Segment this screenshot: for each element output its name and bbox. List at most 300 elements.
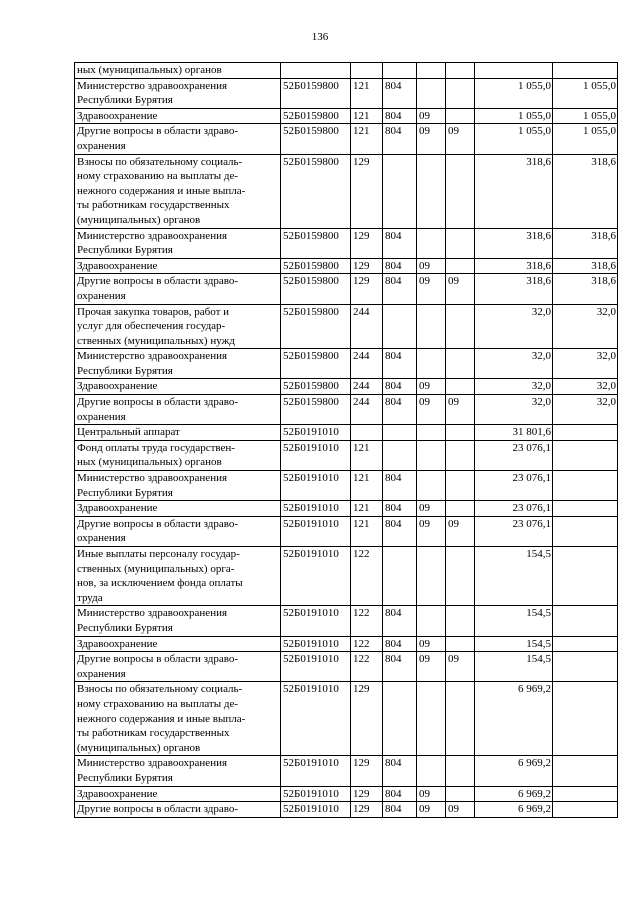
cell-section-text: 09: [419, 380, 430, 393]
cell-target-code: [281, 471, 351, 501]
cell-department-code: [383, 395, 417, 425]
cell-target-code: [281, 682, 351, 756]
cell-subsection: [446, 425, 475, 441]
cell-amount-1-text: 318,6: [526, 275, 551, 288]
cell-amount-2-text: 318,6: [591, 275, 616, 288]
cell-department-code: [383, 471, 417, 501]
cell-expense-type-text: 244: [353, 396, 370, 409]
budget-table: [74, 62, 618, 818]
cell-subsection-text: 09: [448, 517, 459, 530]
table-row: [75, 501, 618, 517]
cell-amount-2-text: 32,0: [596, 396, 616, 409]
cell-department-code-text: 804: [385, 517, 402, 530]
cell-target-code-text: 52Б0191010: [283, 637, 339, 650]
cell-amount-1-text: 154,5: [526, 653, 551, 666]
cell-name: [75, 606, 281, 636]
cell-amount-1-text: 154,5: [526, 637, 551, 650]
cell-section: [417, 124, 446, 154]
cell-department-code-text: 804: [385, 396, 402, 409]
cell-section: [417, 471, 446, 501]
cell-subsection: [446, 516, 475, 546]
cell-department-code: [383, 124, 417, 154]
cell-name-text: Другие вопросы в области здраво-: [77, 803, 239, 816]
cell-name: [75, 501, 281, 517]
cell-name-text: Фонд оплаты труда государствен- ных (муниципальных) органов: [77, 441, 235, 469]
cell-name: [75, 425, 281, 441]
cell-target-code-text: 52Б0191010: [283, 787, 339, 800]
cell-department-code-text: 804: [385, 472, 402, 485]
cell-expense-type: [351, 516, 383, 546]
cell-section-text: 09: [419, 109, 430, 122]
cell-section: [417, 349, 446, 379]
cell-amount-2-text: 32,0: [596, 350, 616, 363]
cell-expense-type: [351, 786, 383, 802]
cell-target-code-text: 52Б0191010: [283, 607, 339, 620]
cell-amount-1: [475, 379, 553, 395]
cell-amount-1: [475, 63, 553, 79]
cell-name-text: Другие вопросы в области здраво- охранения: [77, 517, 239, 545]
cell-name-text: Другие вопросы в области здраво- охранения: [77, 653, 239, 680]
cell-name-text: Другие вопросы в области здраво- охранения: [77, 275, 239, 302]
cell-target-code: [281, 652, 351, 682]
cell-amount-2-text: 1 055,0: [583, 79, 616, 92]
cell-expense-type-text: 121: [353, 472, 370, 485]
cell-subsection: [446, 802, 475, 818]
cell-expense-type: [351, 501, 383, 517]
table-row: [75, 395, 618, 425]
cell-amount-1-text: 154,5: [526, 548, 551, 560]
cell-subsection: [446, 108, 475, 124]
cell-expense-type-text: 129: [353, 229, 370, 242]
cell-amount-1-text: 23 076,1: [512, 441, 551, 454]
cell-expense-type-text: 129: [353, 275, 370, 288]
cell-amount-2: [553, 516, 618, 546]
table-row: [75, 786, 618, 802]
cell-subsection-text: 09: [448, 125, 459, 138]
cell-amount-2: [553, 63, 618, 79]
cell-section: [417, 258, 446, 274]
cell-target-code: [281, 228, 351, 258]
cell-target-code: [281, 547, 351, 606]
cell-subsection: [446, 304, 475, 349]
cell-subsection: [446, 154, 475, 228]
cell-section-text: 09: [419, 259, 430, 272]
cell-name: [75, 756, 281, 786]
cell-amount-1-text: 318,6: [526, 155, 551, 168]
table-row: [75, 349, 618, 379]
cell-name: [75, 108, 281, 124]
table-row: [75, 154, 618, 228]
cell-expense-type-text: 129: [353, 683, 370, 696]
cell-department-code: [383, 756, 417, 786]
cell-section: [417, 395, 446, 425]
cell-name-text: ных (муниципальных) органов: [77, 64, 222, 76]
cell-target-code: [281, 78, 351, 108]
cell-subsection: [446, 547, 475, 606]
cell-department-code: [383, 802, 417, 818]
cell-section: [417, 501, 446, 517]
cell-department-code-text: 804: [385, 653, 402, 666]
cell-department-code: [383, 63, 417, 79]
cell-name-text: Здравоохранение: [77, 637, 158, 650]
cell-amount-1-text: 32,0: [531, 305, 551, 318]
cell-department-code: [383, 154, 417, 228]
cell-target-code-text: 52Б0191010: [283, 472, 339, 485]
cell-amount-1-text: 154,5: [526, 607, 551, 620]
cell-amount-2: [553, 425, 618, 441]
cell-amount-2-text: 318,6: [591, 229, 616, 242]
cell-department-code: [383, 501, 417, 517]
cell-section-text: 09: [419, 275, 430, 288]
cell-expense-type: [351, 379, 383, 395]
cell-expense-type: [351, 78, 383, 108]
cell-amount-2: [553, 682, 618, 756]
cell-section-text: 09: [419, 787, 430, 800]
cell-target-code: [281, 516, 351, 546]
cell-section-text: 09: [419, 396, 430, 409]
cell-expense-type: [351, 395, 383, 425]
cell-amount-1: [475, 108, 553, 124]
cell-expense-type: [351, 349, 383, 379]
cell-amount-2-text: 32,0: [596, 380, 616, 393]
cell-department-code: [383, 258, 417, 274]
cell-subsection: [446, 756, 475, 786]
cell-department-code-text: 804: [385, 637, 402, 650]
cell-target-code-text: 52Б0159800: [283, 305, 339, 318]
cell-expense-type-text: 121: [353, 517, 370, 530]
cell-amount-1: [475, 78, 553, 108]
cell-section: [417, 682, 446, 756]
cell-department-code: [383, 516, 417, 546]
cell-subsection: [446, 652, 475, 682]
cell-section: [417, 516, 446, 546]
cell-section: [417, 440, 446, 470]
cell-section: [417, 606, 446, 636]
cell-section: [417, 228, 446, 258]
cell-department-code-text: 804: [385, 607, 402, 620]
cell-amount-2: [553, 258, 618, 274]
cell-expense-type: [351, 547, 383, 606]
cell-target-code: [281, 349, 351, 379]
cell-name: [75, 63, 281, 79]
cell-department-code: [383, 682, 417, 756]
cell-expense-type: [351, 606, 383, 636]
cell-department-code: [383, 349, 417, 379]
cell-amount-1: [475, 274, 553, 304]
table-row: [75, 682, 618, 756]
cell-expense-type: [351, 154, 383, 228]
cell-department-code: [383, 440, 417, 470]
cell-amount-2: [553, 124, 618, 154]
cell-expense-type: [351, 63, 383, 79]
cell-target-code: [281, 379, 351, 395]
cell-expense-type-text: 129: [353, 259, 370, 272]
cell-name-text: Министерство здравоохранения Республики Бурятия: [77, 757, 228, 784]
cell-name: [75, 516, 281, 546]
cell-amount-1-text: 318,6: [526, 259, 551, 272]
table-row: [75, 802, 618, 818]
cell-name-text: Здравоохранение: [77, 109, 158, 122]
cell-expense-type-text: 122: [353, 607, 370, 620]
cell-target-code: [281, 258, 351, 274]
cell-amount-2: [553, 606, 618, 636]
cell-name-text: Министерство здравоохранения Республики Бурятия: [77, 229, 228, 257]
cell-expense-type: [351, 652, 383, 682]
cell-name-text: Здравоохранение: [77, 787, 158, 800]
cell-amount-1: [475, 440, 553, 470]
cell-department-code: [383, 228, 417, 258]
cell-expense-type: [351, 636, 383, 652]
cell-name-text: Прочая закупка товаров, работ и услуг для обеспечения государ- ственных (муниципальных) нужд: [77, 305, 235, 347]
table-row: [75, 258, 618, 274]
cell-name-text: Центральный аппарат: [77, 426, 180, 439]
cell-name: [75, 652, 281, 682]
cell-name: [75, 274, 281, 304]
cell-section-text: 09: [419, 803, 430, 816]
table-row: [75, 124, 618, 154]
cell-section: [417, 108, 446, 124]
cell-expense-type: [351, 440, 383, 470]
cell-section: [417, 786, 446, 802]
table-row: [75, 606, 618, 636]
cell-expense-type-text: 121: [353, 441, 370, 454]
cell-target-code-text: 52Б0159800: [283, 259, 339, 272]
cell-name: [75, 547, 281, 606]
cell-amount-2: [553, 379, 618, 395]
cell-amount-1: [475, 258, 553, 274]
cell-subsection: [446, 395, 475, 425]
cell-name-text: Взносы по обязательному социаль- ному страхованию на выплаты де- нежного содержания и иные выпла- ты работникам государственных (муниципальных) органов: [77, 683, 246, 754]
cell-target-code-text: 52Б0159800: [283, 350, 339, 363]
cell-section: [417, 78, 446, 108]
cell-amount-2: [553, 78, 618, 108]
cell-amount-1-text: 6 969,2: [518, 787, 551, 800]
cell-target-code: [281, 274, 351, 304]
cell-department-code: [383, 425, 417, 441]
cell-target-code-text: 52Б0159800: [283, 155, 339, 168]
cell-amount-2-text: 318,6: [591, 259, 616, 272]
cell-section-text: 09: [419, 653, 430, 666]
table-row: [75, 379, 618, 395]
table-row: [75, 108, 618, 124]
cell-subsection: [446, 606, 475, 636]
cell-target-code: [281, 756, 351, 786]
cell-subsection-text: 09: [448, 396, 459, 409]
cell-expense-type-text: 129: [353, 757, 370, 770]
cell-expense-type: [351, 258, 383, 274]
cell-expense-type: [351, 756, 383, 786]
cell-department-code: [383, 78, 417, 108]
cell-expense-type-text: 129: [353, 155, 370, 168]
cell-target-code-text: 52Б0191010: [283, 757, 339, 770]
cell-department-code-text: 804: [385, 502, 402, 515]
cell-amount-1: [475, 802, 553, 818]
table-row: [75, 471, 618, 501]
cell-subsection: [446, 501, 475, 517]
cell-target-code: [281, 501, 351, 517]
cell-name-text: Министерство здравоохранения Республики Бурятия: [77, 350, 228, 377]
cell-department-code: [383, 786, 417, 802]
cell-amount-1: [475, 682, 553, 756]
cell-amount-2-text: 318,6: [591, 155, 616, 168]
table-row: [75, 425, 618, 441]
cell-department-code-text: 804: [385, 125, 402, 138]
cell-subsection: [446, 471, 475, 501]
cell-section: [417, 154, 446, 228]
cell-department-code: [383, 274, 417, 304]
cell-target-code-text: 52Б0159800: [283, 229, 339, 242]
cell-subsection-text: 09: [448, 275, 459, 288]
cell-amount-1-text: 6 969,2: [518, 803, 551, 816]
cell-amount-1-text: 32,0: [531, 396, 551, 409]
cell-name: [75, 154, 281, 228]
cell-name-text: Здравоохранение: [77, 380, 158, 393]
cell-amount-2: [553, 786, 618, 802]
table-row: [75, 228, 618, 258]
cell-amount-1: [475, 425, 553, 441]
cell-name-text: Взносы по обязательному социаль- ному страхованию на выплаты де- нежного содержания и иные выпла- ты работникам государственных (муниципальных) органов: [77, 155, 246, 226]
cell-amount-1: [475, 349, 553, 379]
cell-name-text: Здравоохранение: [77, 502, 158, 515]
cell-amount-1: [475, 652, 553, 682]
cell-target-code-text: 52Б0191010: [283, 441, 339, 454]
cell-section-text: 09: [419, 517, 430, 530]
cell-name-text: Министерство здравоохранения Республики Бурятия: [77, 607, 228, 634]
cell-amount-1-text: 23 076,1: [512, 502, 551, 515]
table-row: [75, 652, 618, 682]
cell-amount-1-text: 31 801,6: [512, 426, 551, 439]
cell-target-code-text: 52Б0159800: [283, 79, 339, 92]
cell-amount-1: [475, 547, 553, 606]
cell-name: [75, 636, 281, 652]
cell-name-text: Иные выплаты персоналу государ- ственных (муниципальных) орга- нов, за исключением фонда оплаты труда: [77, 548, 243, 604]
budget-table-body: [75, 63, 618, 818]
cell-amount-1: [475, 786, 553, 802]
cell-subsection: [446, 349, 475, 379]
cell-amount-2: [553, 636, 618, 652]
cell-target-code-text: 52Б0191010: [283, 548, 339, 560]
cell-target-code-text: 52Б0191010: [283, 502, 339, 515]
cell-target-code: [281, 786, 351, 802]
cell-expense-type-text: 129: [353, 803, 370, 816]
cell-amount-1-text: 23 076,1: [512, 517, 551, 530]
cell-expense-type-text: 121: [353, 502, 370, 515]
cell-amount-1: [475, 756, 553, 786]
cell-amount-1-text: 23 076,1: [512, 472, 551, 485]
cell-section: [417, 379, 446, 395]
cell-subsection: [446, 274, 475, 304]
cell-amount-2-text: 32,0: [596, 305, 616, 318]
table-row: [75, 304, 618, 349]
cell-amount-2: [553, 802, 618, 818]
cell-expense-type: [351, 425, 383, 441]
cell-expense-type-text: 121: [353, 125, 370, 138]
cell-department-code-text: 804: [385, 787, 402, 800]
cell-expense-type-text: 122: [353, 653, 370, 666]
cell-amount-1-text: 6 969,2: [518, 683, 551, 696]
cell-target-code: [281, 124, 351, 154]
cell-amount-1: [475, 636, 553, 652]
cell-target-code-text: 52Б0191010: [283, 803, 339, 816]
cell-expense-type: [351, 304, 383, 349]
cell-section-text: 09: [419, 125, 430, 138]
cell-amount-1-text: 32,0: [531, 380, 551, 393]
cell-name: [75, 78, 281, 108]
table-row: [75, 274, 618, 304]
cell-target-code-text: 52Б0159800: [283, 396, 339, 409]
cell-target-code: [281, 63, 351, 79]
cell-department-code-text: 804: [385, 259, 402, 272]
cell-amount-1-text: 1 055,0: [518, 125, 551, 138]
cell-department-code: [383, 379, 417, 395]
cell-amount-2: [553, 228, 618, 258]
cell-amount-2: [553, 440, 618, 470]
cell-department-code: [383, 636, 417, 652]
cell-amount-2: [553, 274, 618, 304]
cell-amount-1: [475, 395, 553, 425]
cell-name: [75, 682, 281, 756]
cell-section-text: 09: [419, 637, 430, 650]
cell-name-text: Другие вопросы в области здраво- охранения: [77, 125, 239, 152]
cell-subsection: [446, 379, 475, 395]
cell-department-code-text: 804: [385, 380, 402, 393]
cell-name: [75, 379, 281, 395]
cell-amount-2: [553, 108, 618, 124]
cell-section: [417, 274, 446, 304]
cell-subsection-text: 09: [448, 803, 459, 816]
cell-expense-type: [351, 274, 383, 304]
cell-target-code-text: 52Б0159800: [283, 275, 339, 288]
cell-amount-1: [475, 606, 553, 636]
cell-amount-2: [553, 395, 618, 425]
cell-target-code: [281, 304, 351, 349]
cell-section: [417, 63, 446, 79]
cell-target-code: [281, 425, 351, 441]
table-row: [75, 440, 618, 470]
cell-name-text: Здравоохранение: [77, 259, 158, 272]
cell-amount-1-text: 318,6: [526, 229, 551, 242]
cell-target-code-text: 52Б0191010: [283, 683, 339, 696]
cell-amount-2: [553, 547, 618, 606]
cell-target-code-text: 52Б0191010: [283, 426, 339, 439]
cell-department-code-text: 804: [385, 757, 402, 770]
cell-target-code-text: 52Б0191010: [283, 517, 339, 530]
cell-section: [417, 304, 446, 349]
cell-subsection: [446, 124, 475, 154]
cell-name: [75, 228, 281, 258]
cell-target-code: [281, 395, 351, 425]
cell-amount-1: [475, 154, 553, 228]
cell-amount-2-text: 1 055,0: [583, 125, 616, 138]
cell-amount-1: [475, 304, 553, 349]
cell-name-text: Другие вопросы в области здраво- охранения: [77, 396, 239, 423]
cell-amount-1-text: 32,0: [531, 350, 551, 363]
cell-section: [417, 547, 446, 606]
cell-section: [417, 652, 446, 682]
cell-amount-2: [553, 652, 618, 682]
table-row: [75, 516, 618, 546]
cell-subsection: [446, 78, 475, 108]
cell-department-code: [383, 304, 417, 349]
table-row: [75, 547, 618, 606]
cell-target-code-text: 52Б0159800: [283, 380, 339, 393]
cell-subsection: [446, 682, 475, 756]
cell-amount-1: [475, 124, 553, 154]
cell-amount-1-text: 1 055,0: [518, 79, 551, 92]
cell-amount-1: [475, 471, 553, 501]
cell-target-code: [281, 108, 351, 124]
cell-department-code: [383, 652, 417, 682]
